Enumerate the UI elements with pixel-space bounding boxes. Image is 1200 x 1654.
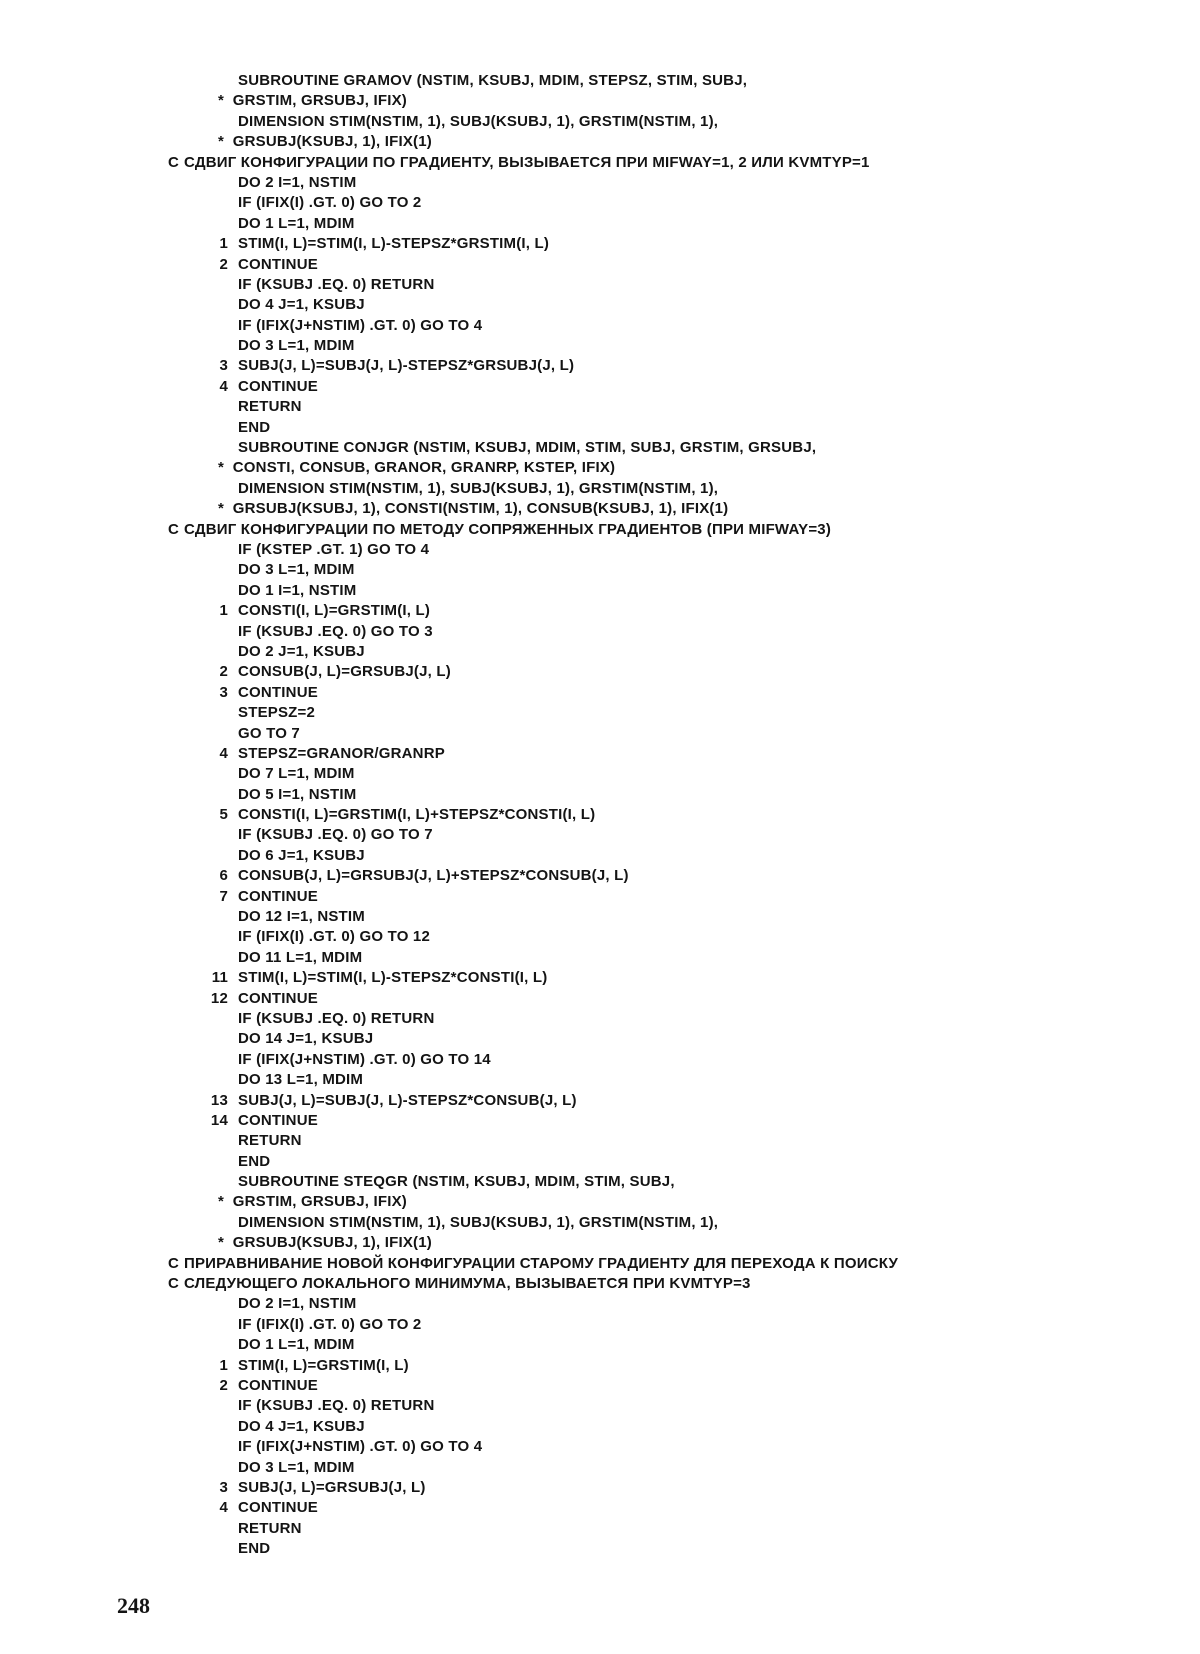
- code-line: [168, 866, 1178, 886]
- statement-text: IF (KSUBJ .EQ. 0) GO TO 3: [238, 622, 433, 640]
- statement-text: IF (IFIX(J+NSTIM) .GT. 0) GO TO 14: [238, 1050, 491, 1068]
- code-line: [168, 846, 1178, 866]
- page-number: 248: [117, 1593, 150, 1618]
- code-line: [168, 989, 1178, 1009]
- statement-text: DO 1 I=1, NSTIM: [238, 581, 357, 599]
- statement-text: DIMENSION STIM(NSTIM, 1), SUBJ(KSUBJ, 1), GRSTIM(NSTIM, 1),: [238, 479, 719, 497]
- code-line: [168, 418, 1178, 438]
- code-line: [168, 1376, 1178, 1396]
- statement-text: SUBJ(J, L)=SUBJ(J, L)-STEPSZ*GRSUBJ(J, L): [238, 357, 575, 375]
- code-line: [168, 1172, 1178, 1192]
- code-line: [168, 479, 1178, 499]
- statement-text: IF (KSTEP .GT. 1) GO TO 4: [238, 540, 430, 558]
- statement-text: CONTINUE: [238, 1377, 318, 1394]
- statement-text: END: [238, 418, 271, 436]
- statement-text: DO 4 J=1, KSUBJ: [238, 296, 365, 314]
- statement-text: DO 14 J=1, KSUBJ: [238, 1030, 374, 1048]
- statement-text: END: [238, 1540, 271, 1558]
- statement-text: CONTINUE: [238, 1111, 318, 1129]
- code-line: [168, 1498, 1178, 1518]
- comment-text: СДВИГ КОНФИГУРАЦИИ ПО ГРАДИЕНТУ, ВЫЗЫВАЕТСЯ ПРИ MIFWAY=1, 2 ИЛИ KVMTYP=1: [184, 153, 870, 171]
- statement-label: 4: [219, 744, 228, 762]
- statement-label: 7: [219, 887, 228, 905]
- code-line: [168, 91, 1178, 111]
- comment-line: [168, 153, 1178, 173]
- statement-text: RETURN: [238, 1519, 302, 1537]
- statement-text: DO 2 J=1, KSUBJ: [238, 642, 365, 660]
- comment-line: [168, 520, 1178, 540]
- code-line: [168, 724, 1178, 744]
- statement-text: CONTINUE: [238, 887, 318, 905]
- statement-label: 13: [210, 1091, 228, 1109]
- code-line: [168, 703, 1178, 723]
- statement-text: GO TO 7: [238, 724, 300, 742]
- statement-text: RETURN: [238, 1132, 302, 1150]
- code-line: [168, 193, 1178, 213]
- statement-text: DO 1 L=1, MDIM: [238, 214, 355, 232]
- statement-label: 14: [210, 1111, 228, 1129]
- statement-text: STEPSZ=2: [238, 704, 316, 722]
- comment-line: [168, 1254, 1178, 1274]
- code-line: [168, 499, 1178, 519]
- statement-label: 2: [219, 1377, 228, 1394]
- statement-label: 12: [210, 989, 228, 1007]
- statement-text: DO 12 I=1, NSTIM: [238, 908, 365, 926]
- code-line: [168, 1233, 1178, 1253]
- statement-text: CONTINUE: [238, 377, 318, 395]
- statement-text: STIM(I, L)=STIM(I, L)-STEPSZ*CONSTI(I, L): [238, 969, 548, 987]
- statement-text: CONSUB(J, L)=GRSUBJ(J, L): [238, 663, 451, 681]
- statement-text: * GRSTIM, GRSUBJ, IFIX): [218, 92, 407, 110]
- code-line: [168, 275, 1178, 295]
- statement-text: SUBJ(J, L)=SUBJ(J, L)-STEPSZ*CONSUB(J, L): [238, 1091, 577, 1109]
- statement-text: CONTINUE: [238, 1499, 318, 1517]
- code-line: [168, 1213, 1178, 1233]
- code-line: [168, 927, 1178, 947]
- statement-text: SUBJ(J, L)=GRSUBJ(J, L): [238, 1478, 426, 1496]
- statement-text: CONTINUE: [238, 683, 318, 701]
- code-line: [168, 601, 1178, 621]
- statement-text: IF (KSUBJ .EQ. 0) RETURN: [238, 1397, 435, 1415]
- code-line: [168, 112, 1178, 132]
- statement-text: CONTINUE: [238, 989, 318, 1007]
- statement-label: 2: [219, 663, 228, 681]
- code-line: [168, 683, 1178, 703]
- comment-marker: C: [168, 520, 180, 538]
- code-line: [168, 71, 1178, 91]
- statement-text: IF (KSUBJ .EQ. 0) GO TO 7: [238, 826, 433, 844]
- statement-label: 1: [219, 602, 228, 620]
- code-line: [168, 1070, 1178, 1090]
- code-line: [168, 1356, 1178, 1376]
- statement-text: DO 1 L=1, MDIM: [238, 1336, 355, 1354]
- statement-text: * GRSUBJ(KSUBJ, 1), CONSTI(NSTIM, 1), CONSUB(KSUBJ, 1), IFIX(1): [218, 500, 729, 518]
- statement-label: 5: [219, 806, 228, 824]
- code-line: [168, 1437, 1178, 1457]
- code-line: [168, 356, 1178, 376]
- code-line: [168, 214, 1178, 234]
- statement-text: * CONSTI, CONSUB, GRANOR, GRANRP, KSTEP, IFIX): [218, 459, 616, 477]
- code-line: [168, 805, 1178, 825]
- code-line: [168, 887, 1178, 907]
- statement-text: CONSTI(I, L)=GRSTIM(I, L)+STEPSZ*CONSTI(I, L): [238, 806, 596, 824]
- code-line: [168, 825, 1178, 845]
- code-line: [168, 1294, 1178, 1314]
- statement-text: * GRSUBJ(KSUBJ, 1), IFIX(1): [218, 133, 432, 151]
- comment-marker: C: [168, 1275, 180, 1293]
- statement-text: CONSTI(I, L)=GRSTIM(I, L): [238, 602, 431, 620]
- code-line: [168, 1315, 1178, 1335]
- statement-text: DO 13 L=1, MDIM: [238, 1071, 364, 1089]
- statement-label: 4: [219, 377, 228, 395]
- statement-label: 2: [219, 255, 228, 273]
- code-line: [168, 1050, 1178, 1070]
- code-line: [168, 642, 1178, 662]
- code-line: [168, 1009, 1178, 1029]
- comment-text: СЛЕДУЮЩЕГО ЛОКАЛЬНОГО МИНИМУМА, ВЫЗЫВАЕТСЯ ПРИ KVMTYP=3: [184, 1275, 751, 1293]
- code-line: [168, 1192, 1178, 1212]
- statement-label: 1: [219, 1356, 228, 1374]
- code-line: [168, 560, 1178, 580]
- comment-text: СДВИГ КОНФИГУРАЦИИ ПО МЕТОДУ СОПРЯЖЕННЫХ ГРАДИЕНТОВ (ПРИ MIFWAY=3): [184, 520, 832, 538]
- statement-text: STEPSZ=GRANOR/GRANRP: [238, 744, 445, 762]
- statement-label: 3: [219, 683, 228, 701]
- code-line: [168, 540, 1178, 560]
- statement-text: CONTINUE: [238, 255, 318, 273]
- statement-text: DO 11 L=1, MDIM: [238, 948, 363, 966]
- code-line: [168, 764, 1178, 784]
- statement-text: DO 6 J=1, KSUBJ: [238, 846, 365, 864]
- statement-text: DIMENSION STIM(NSTIM, 1), SUBJ(KSUBJ, 1), GRSTIM(NSTIM, 1),: [238, 1213, 719, 1231]
- statement-text: IF (IFIX(I) .GT. 0) GO TO 2: [238, 1315, 422, 1333]
- code-line: [168, 377, 1178, 397]
- statement-text: CONSUB(J, L)=GRSUBJ(J, L)+STEPSZ*CONSUB(J, L): [238, 867, 629, 885]
- code-line: [168, 255, 1178, 275]
- statement-text: IF (KSUBJ .EQ. 0) RETURN: [238, 1009, 435, 1027]
- statement-label: 11: [211, 969, 228, 987]
- code-line: [168, 397, 1178, 417]
- code-line: [168, 581, 1178, 601]
- fortran-listing: [168, 71, 1178, 1560]
- statement-text: IF (IFIX(J+NSTIM) .GT. 0) GO TO 4: [238, 316, 483, 334]
- statement-text: RETURN: [238, 398, 302, 416]
- code-line: [168, 1029, 1178, 1049]
- statement-label: 3: [219, 357, 228, 375]
- code-line: [168, 662, 1178, 682]
- statement-text: END: [238, 1152, 271, 1170]
- code-line: [168, 173, 1178, 193]
- code-line: [168, 785, 1178, 805]
- statement-text: DIMENSION STIM(NSTIM, 1), SUBJ(KSUBJ, 1), GRSTIM(NSTIM, 1),: [238, 112, 719, 130]
- comment-marker: C: [168, 153, 180, 171]
- code-line: [168, 1152, 1178, 1172]
- code-line: [168, 1478, 1178, 1498]
- code-line: [168, 968, 1178, 988]
- code-line: [168, 1519, 1178, 1539]
- code-line: [168, 1111, 1178, 1131]
- statement-text: SUBROUTINE GRAMOV (NSTIM, KSUBJ, MDIM, STEPSZ, STIM, SUBJ,: [238, 72, 748, 89]
- code-line: [168, 234, 1178, 254]
- code-line: [168, 1335, 1178, 1355]
- statement-text: STIM(I, L)=GRSTIM(I, L): [238, 1356, 409, 1374]
- statement-text: SUBROUTINE CONJGR (NSTIM, KSUBJ, MDIM, STIM, SUBJ, GRSTIM, GRSUBJ,: [238, 439, 817, 457]
- code-line: [168, 744, 1178, 764]
- code-line: [168, 316, 1178, 336]
- statement-text: DO 4 J=1, KSUBJ: [238, 1417, 365, 1435]
- statement-text: SUBROUTINE STEQGR (NSTIM, KSUBJ, MDIM, STIM, SUBJ,: [238, 1173, 675, 1191]
- statement-text: IF (IFIX(I) .GT. 0) GO TO 2: [238, 194, 422, 212]
- code-line: [168, 1396, 1178, 1416]
- code-line: [168, 1539, 1178, 1559]
- statement-text: * GRSTIM, GRSUBJ, IFIX): [218, 1193, 407, 1211]
- statement-text: IF (KSUBJ .EQ. 0) RETURN: [238, 275, 435, 293]
- code-line: [168, 907, 1178, 927]
- comment-text: ПРИРАВНИВАНИЕ НОВОЙ КОНФИГУРАЦИИ СТАРОМУ ГРАДИЕНТУ ДЛЯ ПЕРЕХОДА К ПОИСКУ: [184, 1254, 898, 1272]
- code-line: [168, 948, 1178, 968]
- statement-text: DO 7 L=1, MDIM: [238, 765, 355, 783]
- statement-text: DO 3 L=1, MDIM: [238, 337, 355, 355]
- statement-text: STIM(I, L)=STIM(I, L)-STEPSZ*GRSTIM(I, L): [238, 235, 550, 253]
- statement-text: IF (IFIX(I) .GT. 0) GO TO 12: [238, 928, 431, 946]
- code-line: [168, 458, 1178, 478]
- comment-line: [168, 1274, 1178, 1294]
- comment-marker: C: [168, 1254, 180, 1272]
- statement-label: 1: [219, 235, 228, 253]
- code-line: [168, 1417, 1178, 1437]
- statement-text: DO 2 I=1, NSTIM: [238, 1295, 357, 1313]
- code-line: [168, 1091, 1178, 1111]
- statement-text: DO 3 L=1, MDIM: [238, 1458, 355, 1476]
- statement-text: IF (IFIX(J+NSTIM) .GT. 0) GO TO 4: [238, 1438, 483, 1456]
- code-line: [168, 1458, 1178, 1478]
- statement-text: DO 5 I=1, NSTIM: [238, 785, 357, 803]
- code-line: [168, 336, 1178, 356]
- statement-text: DO 2 I=1, NSTIM: [238, 173, 357, 191]
- statement-label: 3: [219, 1478, 228, 1496]
- code-line: [168, 622, 1178, 642]
- statement-text: * GRSUBJ(KSUBJ, 1), IFIX(1): [218, 1234, 432, 1252]
- statement-label: 6: [219, 867, 228, 885]
- code-line: [168, 1131, 1178, 1151]
- code-line: [168, 438, 1178, 458]
- code-line: [168, 295, 1178, 315]
- code-line: [168, 132, 1178, 152]
- statement-text: DO 3 L=1, MDIM: [238, 561, 355, 579]
- statement-label: 4: [219, 1499, 228, 1517]
